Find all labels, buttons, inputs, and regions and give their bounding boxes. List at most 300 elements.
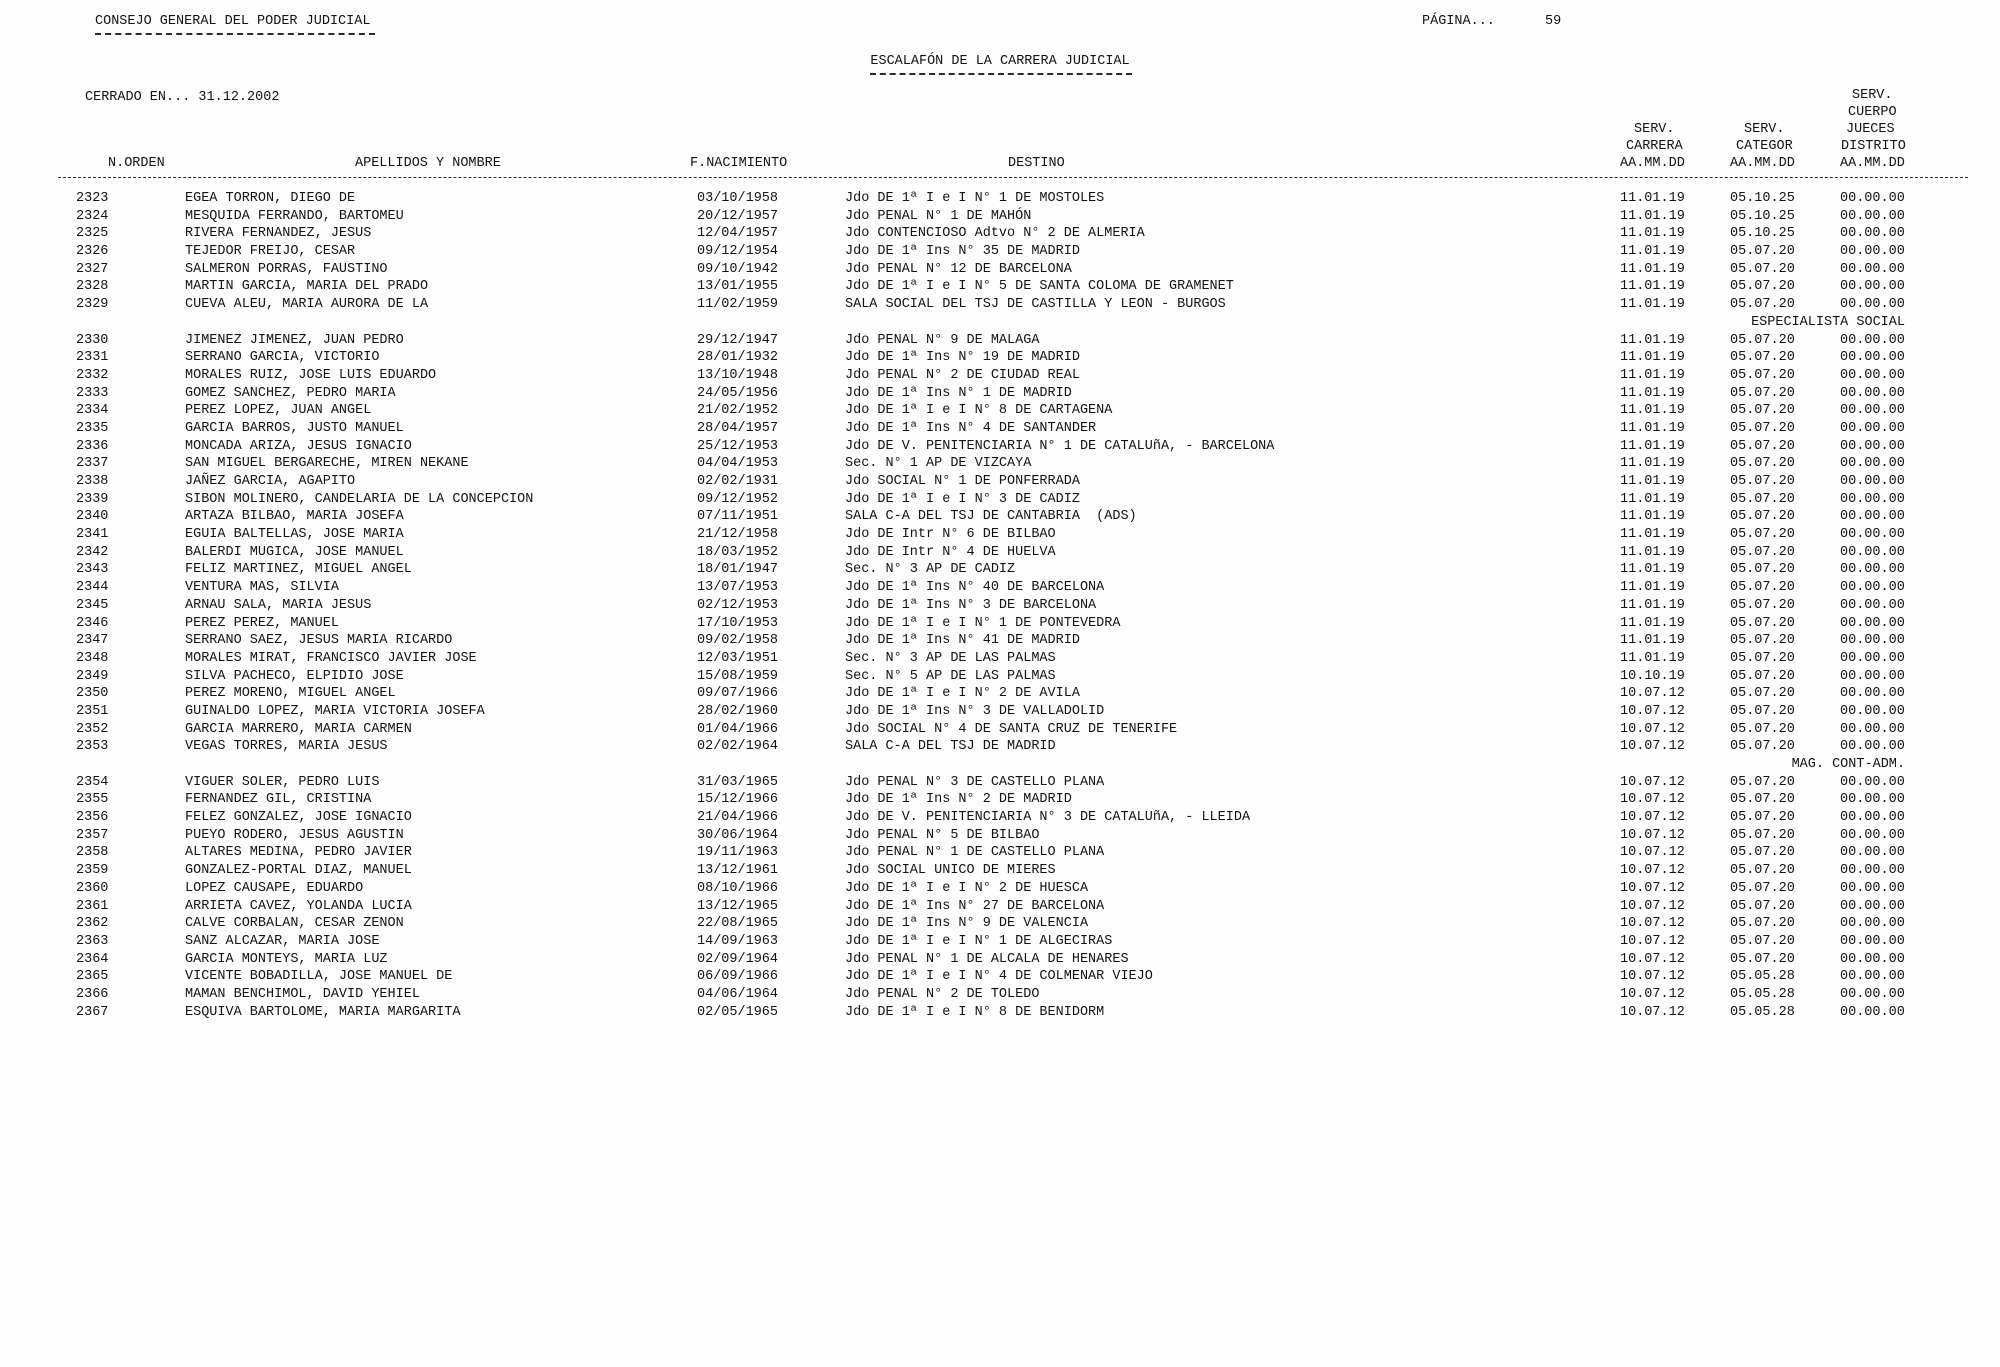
cell-categor: 05.07.20: [1730, 279, 1795, 295]
cell-n: 2348: [76, 650, 109, 666]
table-row: [0, 349, 2000, 367]
cell-birth: 12/03/1951: [697, 650, 779, 666]
cell-categor: 05.07.20: [1730, 562, 1795, 578]
cell-n: 2324: [76, 208, 109, 224]
cell-name: GARCIA BARROS, JUSTO MANUEL: [185, 420, 404, 436]
cell-categor: 05.07.20: [1730, 615, 1795, 631]
cell-name: MONCADA ARIZA, JESUS IGNACIO: [185, 438, 412, 454]
cell-categor: 05.07.20: [1730, 597, 1795, 613]
cell-birth: 04/04/1953: [697, 456, 779, 472]
cell-n: 2364: [76, 951, 109, 967]
cell-n: 2352: [76, 721, 109, 737]
cell-categor: 05.07.20: [1730, 509, 1795, 525]
table-note-row: [0, 756, 2000, 774]
cell-categor: 05.10.25: [1730, 208, 1795, 224]
cell-categor: 05.05.28: [1730, 969, 1795, 985]
table-row: [0, 951, 2000, 969]
cell-categor: 05.07.20: [1730, 686, 1795, 702]
cell-birth: 13/12/1961: [697, 863, 779, 879]
cell-carrera: 10.07.12: [1620, 810, 1685, 826]
cell-categor: 05.07.20: [1730, 580, 1795, 596]
cell-carrera: 10.07.12: [1620, 933, 1685, 949]
cell-cuerpo: 00.00.00: [1840, 845, 1905, 861]
cell-cuerpo: 00.00.00: [1840, 951, 1905, 967]
cell-cuerpo: 00.00.00: [1840, 332, 1905, 348]
cell-categor: 05.07.20: [1730, 863, 1795, 879]
cell-carrera: 10.10.19: [1620, 668, 1685, 684]
cell-name: ARNAU SALA, MARIA JESUS: [185, 597, 372, 613]
cell-carrera: 11.01.19: [1620, 562, 1685, 578]
table-row: [0, 190, 2000, 208]
cell-birth: 09/02/1958: [697, 633, 779, 649]
cell-destino: Jdo DE 1ª Ins N° 4 DE SANTANDER: [845, 420, 1097, 436]
column-header-destino: DESTINO: [1008, 156, 1065, 171]
cell-name: SANZ ALCAZAR, MARIA JOSE: [185, 933, 380, 949]
cell-name: SALMERON PORRAS, FAUSTINO: [185, 261, 388, 277]
cell-carrera: 11.01.19: [1620, 297, 1685, 313]
cell-destino: Jdo DE 1ª I e I N° 1 DE MOSTOLES: [845, 191, 1105, 206]
cell-n: 2342: [76, 544, 109, 560]
column-header-cuerpo: CUERPO: [1848, 105, 1897, 120]
cell-carrera: 11.01.19: [1620, 226, 1685, 242]
table-row: [0, 278, 2000, 296]
column-header-distrito: DISTRITO: [1841, 139, 1906, 154]
cell-birth: 15/08/1959: [697, 668, 779, 684]
cell-categor: 05.07.20: [1730, 827, 1795, 843]
cell-carrera: 10.07.12: [1620, 880, 1685, 896]
cell-n: 2361: [76, 898, 109, 914]
cell-cuerpo: 00.00.00: [1840, 721, 1905, 737]
cell-cuerpo: 00.00.00: [1840, 597, 1905, 613]
cell-name: VICENTE BOBADILLA, JOSE MANUEL DE: [185, 969, 453, 985]
cell-name: GONZALEZ-PORTAL DIAZ, MANUEL: [185, 863, 412, 879]
cell-categor: 05.07.20: [1730, 297, 1795, 313]
cell-categor: 05.07.20: [1730, 703, 1795, 719]
cell-destino: Jdo DE 1ª I e I N° 4 DE COLMENAR VIEJO: [845, 969, 1153, 985]
table-row: [0, 774, 2000, 792]
cell-categor: 05.07.20: [1730, 491, 1795, 507]
cell-categor: 05.07.20: [1730, 350, 1795, 366]
cell-carrera: 11.01.19: [1620, 332, 1685, 348]
table-rows: [0, 190, 2000, 1021]
document-title: ESCALAFÓN DE LA CARRERA JUDICIAL: [870, 54, 1130, 69]
cell-categor: 05.07.20: [1730, 933, 1795, 949]
cell-cuerpo: 00.00.00: [1840, 810, 1905, 826]
cell-birth: 13/10/1948: [697, 367, 779, 383]
table-row: [0, 296, 2000, 314]
cell-birth: 09/10/1942: [697, 261, 779, 277]
cell-carrera: 11.01.19: [1620, 191, 1685, 206]
cell-birth: 20/12/1957: [697, 208, 779, 224]
cell-cuerpo: 00.00.00: [1840, 226, 1905, 242]
cell-birth: 29/12/1947: [697, 332, 779, 348]
cell-carrera: 10.07.12: [1620, 721, 1685, 737]
cell-categor: 05.07.20: [1730, 385, 1795, 401]
cell-categor: 05.07.20: [1730, 739, 1795, 755]
cell-cuerpo: 00.00.00: [1840, 367, 1905, 383]
group-note: ESPECIALISTA SOCIAL: [1751, 314, 1905, 330]
cell-n: 2338: [76, 474, 109, 489]
cell-categor: 05.07.20: [1730, 261, 1795, 277]
cell-destino: Jdo DE 1ª I e I N° 2 DE AVILA: [845, 686, 1080, 702]
cell-birth: 21/02/1952: [697, 403, 779, 419]
table-row: [0, 561, 2000, 579]
cell-name: JAÑEZ GARCIA, AGAPITO: [185, 474, 356, 489]
cell-cuerpo: 00.00.00: [1840, 739, 1905, 755]
cell-destino: Jdo DE 1ª I e I N° 8 DE BENIDORM: [845, 1004, 1105, 1020]
cell-n: 2337: [76, 456, 109, 472]
cell-birth: 09/12/1954: [697, 244, 779, 260]
cell-n: 2357: [76, 827, 109, 843]
cell-n: 2330: [76, 332, 109, 348]
cell-cuerpo: 00.00.00: [1840, 491, 1905, 507]
cell-cuerpo: 00.00.00: [1840, 792, 1905, 808]
cell-n: 2344: [76, 580, 109, 596]
cell-destino: Jdo DE 1ª Ins N° 3 DE VALLADOLID: [845, 703, 1105, 719]
cell-n: 2362: [76, 916, 109, 932]
table-row: [0, 225, 2000, 243]
cell-birth: 28/04/1957: [697, 420, 779, 436]
cell-destino: Jdo DE 1ª Ins N° 2 DE MADRID: [845, 792, 1072, 808]
cell-carrera: 10.07.12: [1620, 792, 1685, 808]
table-row: [0, 668, 2000, 686]
cell-carrera: 11.01.19: [1620, 208, 1685, 224]
cell-name: PEREZ PEREZ, MANUEL: [185, 615, 339, 631]
table-row: [0, 597, 2000, 615]
cell-cuerpo: 00.00.00: [1840, 474, 1905, 489]
cell-birth: 07/11/1951: [697, 509, 779, 525]
cell-categor: 05.07.20: [1730, 633, 1795, 649]
table-row: [0, 632, 2000, 650]
table-row: [0, 738, 2000, 756]
cell-categor: 05.07.20: [1730, 810, 1795, 826]
cell-birth: 02/02/1931: [697, 474, 779, 489]
cell-name: PEREZ MORENO, MIGUEL ANGEL: [185, 686, 396, 702]
cell-categor: 05.05.28: [1730, 986, 1795, 1002]
cell-birth: 04/06/1964: [697, 986, 779, 1002]
table-row: [0, 986, 2000, 1004]
cell-carrera: 11.01.19: [1620, 509, 1685, 525]
cell-carrera: 10.07.12: [1620, 703, 1685, 719]
cell-birth: 15/12/1966: [697, 792, 779, 808]
cell-cuerpo: 00.00.00: [1840, 191, 1905, 206]
cell-cuerpo: 00.00.00: [1840, 933, 1905, 949]
cell-carrera: 10.07.12: [1620, 739, 1685, 755]
cell-destino: Sec. N° 5 AP DE LAS PALMAS: [845, 668, 1056, 684]
cell-birth: 18/03/1952: [697, 544, 779, 560]
cell-name: MAMAN BENCHIMOL, DAVID YEHIEL: [185, 986, 420, 1002]
cell-cuerpo: 00.00.00: [1840, 244, 1905, 260]
cell-destino: Jdo PENAL N° 1 DE MAHÓN: [845, 208, 1032, 224]
cell-name: SAN MIGUEL BERGARECHE, MIREN NEKANE: [185, 456, 469, 472]
table-row: [0, 332, 2000, 350]
cell-name: RIVERA FERNANDEZ, JESUS: [185, 226, 372, 242]
cell-carrera: 10.07.12: [1620, 898, 1685, 914]
cell-name: GARCIA MARRERO, MARIA CARMEN: [185, 721, 412, 737]
cell-cuerpo: 00.00.00: [1840, 527, 1905, 543]
cell-name: FELEZ GONZALEZ, JOSE IGNACIO: [185, 810, 412, 826]
cell-n: 2336: [76, 438, 109, 454]
cell-destino: Jdo SOCIAL N° 1 DE PONFERRADA: [845, 474, 1080, 489]
table-row: [0, 898, 2000, 916]
cell-destino: Jdo DE 1ª Ins N° 3 DE BARCELONA: [845, 597, 1097, 613]
cell-carrera: 10.07.12: [1620, 986, 1685, 1002]
cell-n: 2354: [76, 774, 109, 790]
cell-cuerpo: 00.00.00: [1840, 703, 1905, 719]
cell-carrera: 11.01.19: [1620, 244, 1685, 260]
cell-name: SILVA PACHECO, ELPIDIO JOSE: [185, 668, 404, 684]
cell-n: 2341: [76, 527, 109, 543]
cell-birth: 22/08/1965: [697, 916, 779, 932]
table-row: [0, 915, 2000, 933]
table-row: [0, 508, 2000, 526]
cell-cuerpo: 00.00.00: [1840, 827, 1905, 843]
cell-n: 2339: [76, 491, 109, 507]
cell-n: 2329: [76, 297, 109, 313]
cell-name: EGUIA BALTELLAS, JOSE MARIA: [185, 527, 404, 543]
cell-birth: 21/12/1958: [697, 527, 779, 543]
cell-name: VENTURA MAS, SILVIA: [185, 580, 339, 596]
column-header-birthdate: F.NACIMIENTO: [690, 156, 788, 171]
cell-categor: 05.10.25: [1730, 226, 1795, 242]
cell-categor: 05.07.20: [1730, 474, 1795, 489]
cell-n: 2359: [76, 863, 109, 879]
cell-destino: Jdo PENAL N° 2 DE CIUDAD REAL: [845, 367, 1080, 383]
cell-categor: 05.07.20: [1730, 916, 1795, 932]
column-header-name: APELLIDOS Y NOMBRE: [355, 156, 501, 171]
cell-destino: SALA SOCIAL DEL TSJ DE CASTILLA Y LEON - BURGOS: [845, 297, 1226, 313]
cell-carrera: 10.07.12: [1620, 1004, 1685, 1020]
cell-birth: 13/07/1953: [697, 580, 779, 596]
cell-cuerpo: 00.00.00: [1840, 420, 1905, 436]
cell-birth: 21/04/1966: [697, 810, 779, 826]
table-row: [0, 385, 2000, 403]
cell-carrera: 11.01.19: [1620, 491, 1685, 507]
table-note-row: [0, 314, 2000, 332]
cell-name: SERRANO SAEZ, JESUS MARIA RICARDO: [185, 633, 453, 649]
cell-destino: Jdo DE 1ª I e I N° 8 DE CARTAGENA: [845, 403, 1113, 419]
cell-carrera: 10.07.12: [1620, 916, 1685, 932]
table-row: [0, 685, 2000, 703]
cell-categor: 05.07.20: [1730, 332, 1795, 348]
cell-birth: 13/01/1955: [697, 279, 779, 295]
table-row: [0, 827, 2000, 845]
cell-cuerpo: 00.00.00: [1840, 615, 1905, 631]
org-name: CONSEJO GENERAL DEL PODER JUDICIAL: [95, 14, 371, 29]
cell-name: MESQUIDA FERRANDO, BARTOMEU: [185, 208, 404, 224]
table-row: [0, 208, 2000, 226]
cell-n: 2334: [76, 403, 109, 419]
cell-birth: 03/10/1958: [697, 191, 779, 206]
cell-destino: Jdo DE 1ª Ins N° 27 DE BARCELONA: [845, 898, 1105, 914]
cell-name: BALERDI MUGICA, JOSE MANUEL: [185, 544, 404, 560]
cell-destino: Jdo PENAL N° 2 DE TOLEDO: [845, 986, 1040, 1002]
cell-cuerpo: 00.00.00: [1840, 898, 1905, 914]
cell-n: 2345: [76, 597, 109, 613]
column-header-cuerpo-serv: SERV.: [1852, 88, 1893, 103]
cell-birth: 28/02/1960: [697, 703, 779, 719]
table-row: [0, 880, 2000, 898]
cell-carrera: 11.01.19: [1620, 438, 1685, 454]
cell-categor: 05.07.20: [1730, 403, 1795, 419]
cell-name: SERRANO GARCIA, VICTORIO: [185, 350, 380, 366]
cell-categor: 05.07.20: [1730, 527, 1795, 543]
cell-categor: 05.05.28: [1730, 1004, 1795, 1020]
cell-n: 2367: [76, 1004, 109, 1020]
cell-birth: 13/12/1965: [697, 898, 779, 914]
cell-destino: Jdo DE 1ª I e I N° 3 DE CADIZ: [845, 491, 1080, 507]
column-header-distrito-aa: AA.MM.DD: [1840, 156, 1905, 171]
cell-carrera: 11.01.19: [1620, 456, 1685, 472]
cell-n: 2363: [76, 933, 109, 949]
cell-birth: 08/10/1966: [697, 880, 779, 896]
table-row: [0, 650, 2000, 668]
cell-carrera: 11.01.19: [1620, 615, 1685, 631]
cell-birth: 24/05/1956: [697, 385, 779, 401]
cell-destino: Jdo DE 1ª I e I N° 5 DE SANTA COLOMA DE GRAMENET: [845, 279, 1234, 295]
cell-name: ALTARES MEDINA, PEDRO JAVIER: [185, 845, 412, 861]
cell-destino: Jdo DE 1ª I e I N° 2 DE HUESCA: [845, 880, 1089, 896]
cell-cuerpo: 00.00.00: [1840, 438, 1905, 454]
column-header-categor-serv: SERV.: [1744, 122, 1785, 137]
cell-birth: 12/04/1957: [697, 226, 779, 242]
cell-n: 2335: [76, 420, 109, 436]
cell-destino: Jdo DE 1ª Ins N° 1 DE MADRID: [845, 385, 1072, 401]
cell-destino: Jdo DE 1ª Ins N° 41 DE MADRID: [845, 633, 1080, 649]
cell-n: 2343: [76, 562, 109, 578]
cell-destino: Jdo SOCIAL N° 4 DE SANTA CRUZ DE TENERIFE: [845, 721, 1178, 737]
cell-birth: 01/04/1966: [697, 721, 779, 737]
cell-cuerpo: 00.00.00: [1840, 403, 1905, 419]
cell-destino: Jdo DE 1ª I e I N° 1 DE PONTEVEDRA: [845, 615, 1121, 631]
cell-categor: 05.07.20: [1730, 244, 1795, 260]
page-number: 59: [1545, 14, 1562, 29]
cell-destino: Jdo DE 1ª Ins N° 40 DE BARCELONA: [845, 580, 1105, 596]
cell-birth: 25/12/1953: [697, 438, 779, 454]
cell-birth: 02/02/1964: [697, 739, 779, 755]
cell-birth: 31/03/1965: [697, 774, 779, 790]
cell-categor: 05.10.25: [1730, 191, 1795, 206]
page-label: PÁGINA...: [1422, 14, 1495, 29]
cell-birth: 02/12/1953: [697, 597, 779, 613]
cell-name: CALVE CORBALAN, CESAR ZENON: [185, 916, 404, 932]
cell-cuerpo: 00.00.00: [1840, 863, 1905, 879]
cell-cuerpo: 00.00.00: [1840, 1004, 1905, 1020]
table-row: [0, 615, 2000, 633]
cell-cuerpo: 00.00.00: [1840, 297, 1905, 313]
cell-n: 2331: [76, 350, 109, 366]
cell-carrera: 11.01.19: [1620, 650, 1685, 666]
cell-n: 2355: [76, 792, 109, 808]
cell-destino: SALA C-A DEL TSJ DE CANTABRIA (ADS): [845, 509, 1137, 525]
cell-categor: 05.07.20: [1730, 668, 1795, 684]
column-header-categor: CATEGOR: [1736, 139, 1793, 154]
cell-destino: Jdo DE V. PENITENCIARIA N° 1 DE CATALUñA, - BARCELONA: [845, 438, 1275, 454]
table-row: [0, 791, 2000, 809]
cell-carrera: 11.01.19: [1620, 580, 1685, 596]
table-row: [0, 809, 2000, 827]
cell-cuerpo: 00.00.00: [1840, 774, 1905, 790]
cell-name: PEREZ LOPEZ, JUAN ANGEL: [185, 403, 372, 419]
cell-n: 2366: [76, 986, 109, 1002]
cell-name: MORALES RUIZ, JOSE LUIS EDUARDO: [185, 367, 437, 383]
cell-cuerpo: 00.00.00: [1840, 633, 1905, 649]
cell-n: 2325: [76, 226, 109, 242]
cell-carrera: 11.01.19: [1620, 544, 1685, 560]
cell-carrera: 10.07.12: [1620, 951, 1685, 967]
cell-n: 2356: [76, 810, 109, 826]
cell-carrera: 10.07.12: [1620, 969, 1685, 985]
cell-name: VIGUER SOLER, PEDRO LUIS: [185, 774, 380, 790]
cell-n: 2365: [76, 969, 109, 985]
cell-destino: Jdo DE 1ª Ins N° 19 DE MADRID: [845, 350, 1080, 366]
cell-n: 2353: [76, 739, 109, 755]
cell-carrera: 11.01.19: [1620, 279, 1685, 295]
cell-n: 2347: [76, 633, 109, 649]
cell-n: 2351: [76, 703, 109, 719]
cell-n: 2328: [76, 279, 109, 295]
table-row: [0, 544, 2000, 562]
cell-cuerpo: 00.00.00: [1840, 562, 1905, 578]
cell-destino: Jdo CONTENCIOSO Adtvo N° 2 DE ALMERIA: [845, 226, 1145, 242]
cell-carrera: 11.01.19: [1620, 597, 1685, 613]
cell-carrera: 11.01.19: [1620, 261, 1685, 277]
cell-birth: 02/09/1964: [697, 951, 779, 967]
cell-cuerpo: 00.00.00: [1840, 580, 1905, 596]
cell-destino: Jdo DE 1ª Ins N° 35 DE MADRID: [845, 244, 1080, 260]
cell-destino: Sec. N° 3 AP DE LAS PALMAS: [845, 650, 1056, 666]
cell-birth: 28/01/1932: [697, 350, 779, 366]
cell-carrera: 10.07.12: [1620, 686, 1685, 702]
cell-birth: 09/12/1952: [697, 491, 779, 507]
title-underline: [870, 73, 1132, 75]
cell-carrera: 10.07.12: [1620, 863, 1685, 879]
cell-carrera: 11.01.19: [1620, 527, 1685, 543]
cell-carrera: 10.07.12: [1620, 827, 1685, 843]
table-row: [0, 721, 2000, 739]
cell-cuerpo: 00.00.00: [1840, 650, 1905, 666]
cell-cuerpo: 00.00.00: [1840, 668, 1905, 684]
table-row: [0, 243, 2000, 261]
cell-name: MORALES MIRAT, FRANCISCO JAVIER JOSE: [185, 650, 477, 666]
cell-name: VEGAS TORRES, MARIA JESUS: [185, 739, 388, 755]
table-row: [0, 402, 2000, 420]
cell-cuerpo: 00.00.00: [1840, 986, 1905, 1002]
cell-destino: Jdo PENAL N° 12 DE BARCELONA: [845, 261, 1072, 277]
cell-destino: Jdo DE Intr N° 4 DE HUELVA: [845, 544, 1056, 560]
table-row: [0, 579, 2000, 597]
cell-cuerpo: 00.00.00: [1840, 686, 1905, 702]
cell-categor: 05.07.20: [1730, 845, 1795, 861]
cell-carrera: 11.01.19: [1620, 633, 1685, 649]
cell-birth: 11/02/1959: [697, 297, 779, 313]
cell-cuerpo: 00.00.00: [1840, 208, 1905, 224]
cell-destino: Jdo SOCIAL UNICO DE MIERES: [845, 863, 1056, 879]
cell-name: PUEYO RODERO, JESUS AGUSTIN: [185, 827, 404, 843]
table-row: [0, 491, 2000, 509]
cell-destino: Jdo DE 1ª I e I N° 1 DE ALGECIRAS: [845, 933, 1113, 949]
cell-n: 2340: [76, 509, 109, 525]
cell-name: GOMEZ SANCHEZ, PEDRO MARIA: [185, 385, 396, 401]
cell-destino: SALA C-A DEL TSJ DE MADRID: [845, 739, 1056, 755]
cell-categor: 05.07.20: [1730, 420, 1795, 436]
cell-name: FERNANDEZ GIL, CRISTINA: [185, 792, 372, 808]
cell-n: 2333: [76, 385, 109, 401]
cell-n: 2360: [76, 880, 109, 896]
cell-carrera: 10.07.12: [1620, 774, 1685, 790]
cell-destino: Sec. N° 3 AP DE CADIZ: [845, 562, 1016, 578]
cell-cuerpo: 00.00.00: [1840, 969, 1905, 985]
